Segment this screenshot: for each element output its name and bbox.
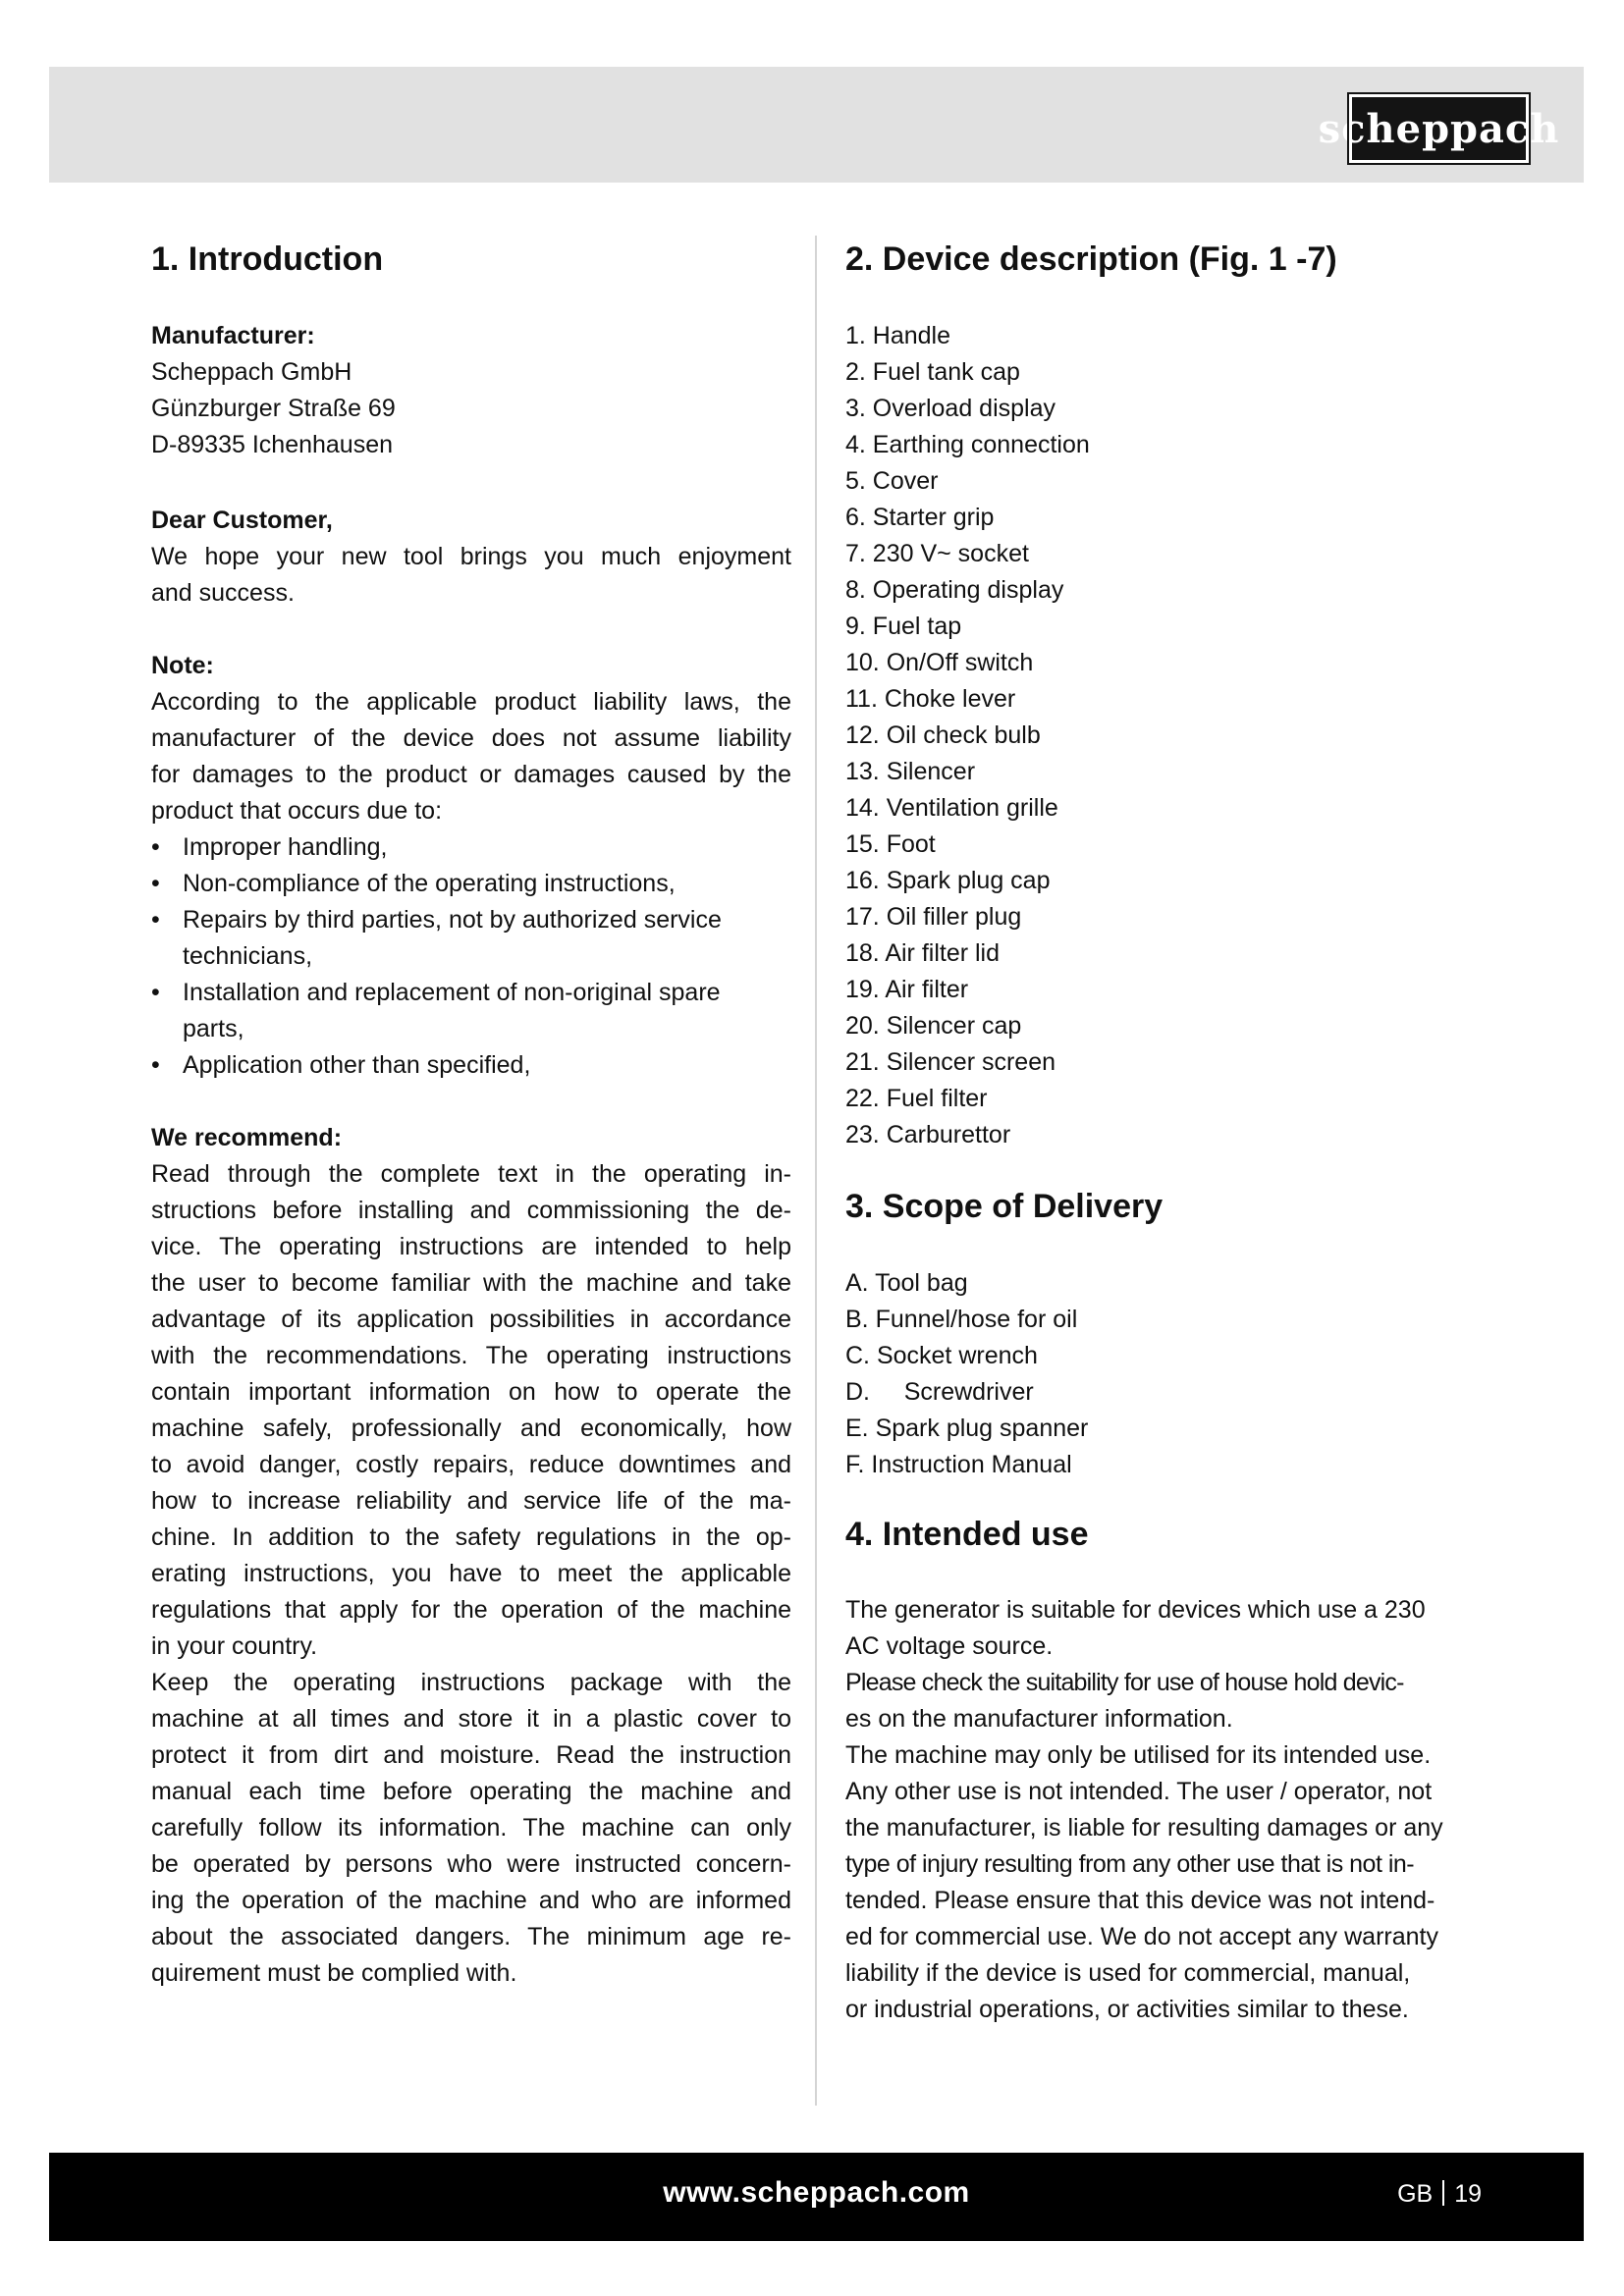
intended-use-text: AC voltage source. (845, 1632, 1054, 1660)
scope-item: B. Funnel/hose for oil (845, 1306, 1078, 1333)
scope-item: E. Spark plug spanner (845, 1415, 1089, 1442)
recommend-text: about the associated dangers. The minimum age re- (151, 1923, 791, 1950)
device-item: 16. Spark plug cap (845, 867, 1051, 894)
note-bullet: • Non-compliance of the operating instructions, (183, 866, 676, 902)
recommend-text: in your country. (151, 1632, 318, 1660)
device-item: 14. Ventilation grille (845, 794, 1058, 822)
note-bullet: • Application other than specified, (183, 1047, 530, 1084)
device-item: 21. Silencer screen (845, 1048, 1056, 1076)
device-item: 2. Fuel tank cap (845, 358, 1020, 386)
recommend-text: Read through the complete text in the operating in- (151, 1160, 791, 1188)
device-item: 4. Earthing connection (845, 431, 1090, 458)
address-line: D-89335 Ichenhausen (151, 431, 394, 458)
recommend-text: protect it from dirt and moisture. Read the instruction (151, 1741, 791, 1769)
device-item: 11. Choke lever (845, 685, 1016, 713)
recommend-text: machine at all times and store it in a plastic cover to (151, 1705, 791, 1733)
recommend-text: contain important information on how to operate the (151, 1378, 791, 1406)
note-text: According to the applicable product liability laws, the (151, 688, 791, 716)
recommend-text: vice. The operating instructions are intended to help (151, 1233, 791, 1260)
note-bullet: • Improper handling, (183, 829, 387, 866)
recommend-label: We recommend: (151, 1124, 343, 1151)
intended-use-text: The generator is suitable for devices which use a 230 (845, 1596, 1426, 1624)
scope-item: D. Screwdriver (845, 1378, 1034, 1406)
note-text: manufacturer of the device does not assume liability (151, 724, 791, 752)
intended-use-text: liability if the device is used for commercial, manual, (845, 1959, 1411, 1987)
intended-use-text: tended. Please ensure that this device was not intend- (845, 1887, 1435, 1914)
website-link[interactable]: www.scheppach.com (663, 2176, 970, 2209)
recommend-text: Keep the operating instructions package with the (151, 1669, 791, 1696)
device-item: 17. Oil filler plug (845, 903, 1022, 931)
note-bullet: • Installation and replacement of non-original spare (183, 975, 721, 1011)
intended-use-text: type of injury resulting from any other use that is not in- (845, 1850, 1415, 1878)
note-bullet: • Repairs by third parties, not by authorized service (183, 902, 722, 938)
device-item: 22. Fuel filter (845, 1085, 988, 1112)
device-item: 7. 230 V~ socket (845, 540, 1029, 567)
column-divider (815, 236, 817, 2106)
scope-item: F. Instruction Manual (845, 1451, 1072, 1478)
device-item: 19. Air filter (845, 976, 969, 1003)
intended-use-text: Any other use is not intended. The user / operator, not (845, 1778, 1433, 1805)
note-text: for damages to the product or damages caused by the (151, 761, 791, 788)
intended-use-text: or industrial operations, or activities similar to these. (845, 1996, 1409, 2023)
dear-customer-text: We hope your new tool brings you much enjoyment (151, 543, 791, 570)
recommend-text: carefully follow its information. The machine can only (151, 1814, 791, 1842)
recommend-text: advantage of its application possibilities in accordance (151, 1306, 791, 1333)
device-item: 1. Handle (845, 322, 951, 349)
device-item: 12. Oil check bulb (845, 721, 1041, 749)
recommend-text: erating instructions, you have to meet the applicable (151, 1560, 791, 1587)
dear-customer-label: Dear Customer, (151, 507, 333, 534)
device-item: 6. Starter grip (845, 504, 995, 531)
device-item: 23. Carburettor (845, 1121, 1011, 1148)
intended-use-text: es on the manufacturer information. (845, 1705, 1233, 1733)
recommend-text: with the recommendations. The operating instructions (151, 1342, 791, 1369)
note-label: Note: (151, 652, 214, 679)
page-separator (1442, 2180, 1444, 2206)
intended-use-heading: 4. Intended use (845, 1516, 1089, 1553)
address-line: Scheppach GmbH (151, 358, 352, 386)
scope-item: C. Socket wrench (845, 1342, 1038, 1369)
note-text: product that occurs due to: (151, 797, 443, 825)
scope-item: A. Tool bag (845, 1269, 968, 1297)
dear-customer-text: and success. (151, 579, 295, 607)
recommend-text: to avoid danger, costly repairs, reduce downtimes and (151, 1451, 791, 1478)
device-description-heading: 2. Device description (Fig. 1 -7) (845, 240, 1337, 278)
recommend-text: be operated by persons who were instructed concern- (151, 1850, 791, 1878)
note-bullet-continuation: parts, (183, 1015, 244, 1042)
language-code: GB (1397, 2180, 1434, 2208)
device-item: 10. On/Off switch (845, 649, 1034, 676)
header-band (49, 67, 1584, 183)
introduction-heading: 1. Introduction (151, 240, 384, 278)
device-item: 3. Overload display (845, 395, 1056, 422)
page-number: 19 (1454, 2180, 1482, 2208)
footer-bar (49, 2153, 1584, 2241)
recommend-text: ing the operation of the machine and who are informed (151, 1887, 791, 1914)
page-indicator (1397, 2180, 1482, 2209)
device-item: 8. Operating display (845, 576, 1064, 604)
recommend-text: manual each time before operating the machine and (151, 1778, 791, 1805)
intended-use-text: the manufacturer, is liable for resulting damages or any (845, 1814, 1443, 1842)
intended-use-text: The machine may only be utilised for its intended use. (845, 1741, 1432, 1769)
device-item: 20. Silencer cap (845, 1012, 1022, 1040)
recommend-text: machine safely, professionally and economically, how (151, 1415, 791, 1442)
recommend-text: chine. In addition to the safety regulations in the op- (151, 1523, 791, 1551)
device-item: 15. Foot (845, 830, 936, 858)
recommend-text: regulations that apply for the operation of the machine (151, 1596, 791, 1624)
scheppach-logo: scheppach (1349, 94, 1529, 163)
recommend-text: how to increase reliability and service life of the ma- (151, 1487, 791, 1515)
scope-of-delivery-heading: 3. Scope of Delivery (845, 1188, 1164, 1225)
device-item: 18. Air filter lid (845, 939, 1001, 967)
recommend-text: the user to become familiar with the machine and take (151, 1269, 791, 1297)
note-bullet-continuation: technicians, (183, 942, 313, 970)
recommend-text: quirement must be complied with. (151, 1959, 517, 1987)
device-item: 9. Fuel tap (845, 613, 962, 640)
recommend-text: structions before installing and commissioning the de- (151, 1197, 791, 1224)
device-item: 13. Silencer (845, 758, 976, 785)
manufacturer-label: Manufacturer: (151, 322, 315, 349)
address-line: Günzburger Straße 69 (151, 395, 396, 422)
intended-use-text: Please check the suitability for use of house hold devic- (845, 1669, 1404, 1696)
intended-use-text: ed for commercial use. We do not accept any warranty (845, 1923, 1438, 1950)
device-item: 5. Cover (845, 467, 939, 495)
